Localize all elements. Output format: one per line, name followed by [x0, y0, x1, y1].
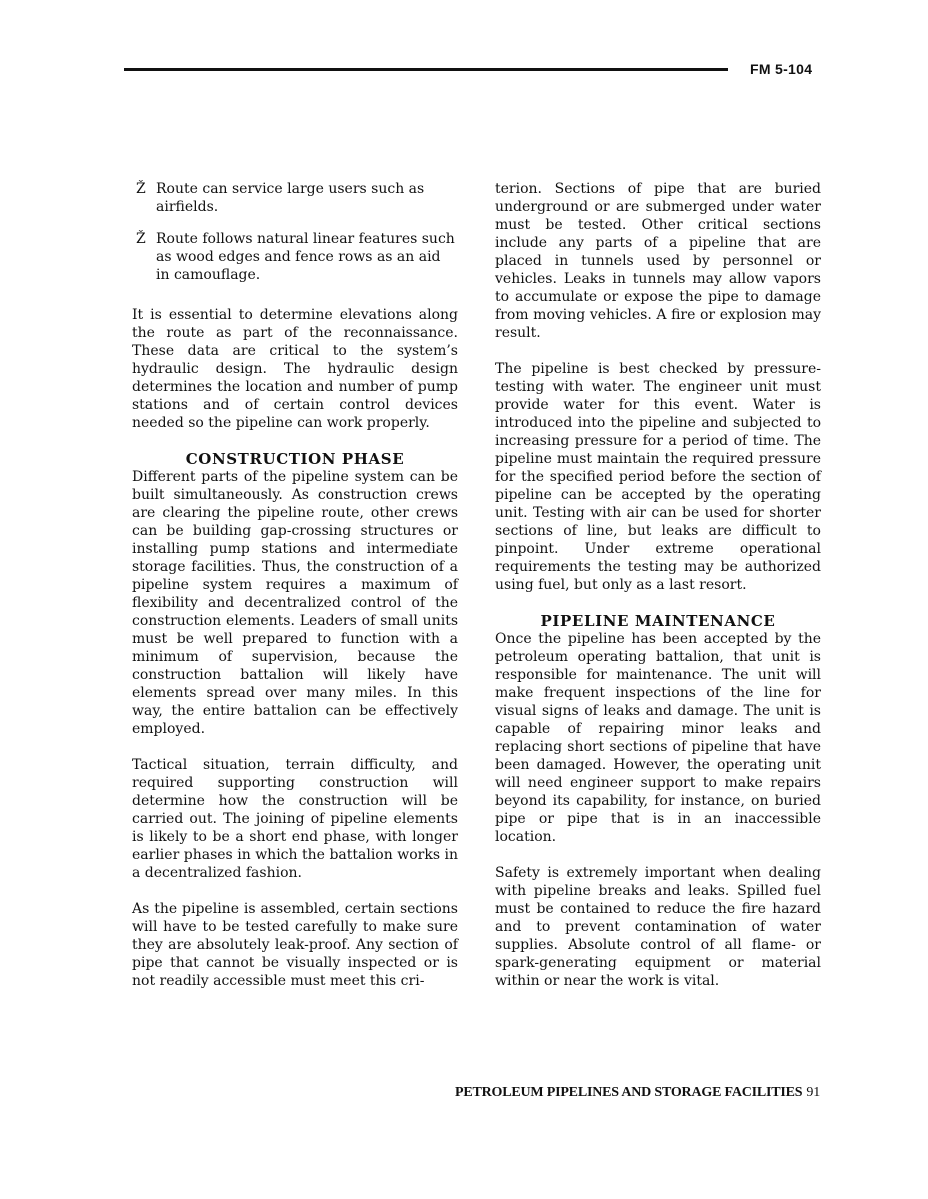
left-column	[132, 180, 458, 1008]
header-rule	[124, 68, 728, 71]
bullet-text: Route follows natural linear features such as wood edges and fence rows as an aid in camouflage.	[156, 231, 455, 283]
right-column	[495, 180, 821, 1008]
section-heading-maintenance: PIPELINE MAINTENANCE	[540, 612, 776, 630]
paragraph-criterion-continued: terion. Sections of pipe that are buried underground or are submerged under water must be tested. Other critical sections include any parts of a pipeline that are placed in tunnels used by personnel or vehicles. Leaks in tunnels may allow vapors to accumulate or expose the pipe to damage from moving vehicles. A fire or explosion may result.	[495, 181, 821, 341]
bullet-mark-icon: Ž	[136, 181, 146, 197]
paragraph-pressure-testing: The pipeline is best checked by pressure-testing with water. The engineer unit must provide water for this event. Water is introduced into the pipeline and subjected to increasing pressure for a period of time. The pipeline must maintain the required pressure for the specified period before the section of pipeline can be accepted by the operating unit. Testing with air can be used for shorter sections of line, but leaks are difficult to pinpoint. Under extreme operational requirements the testing may be authorized using fuel, but only as a last resort.	[495, 361, 821, 593]
paragraph-assembled: As the pipeline is assembled, certain sections will have to be tested carefully to make sure they are absolutely leak-proof. Any section of pipe that cannot be visually inspected or is not readily accessible must meet this cri-	[132, 901, 458, 989]
page-footer	[455, 1085, 820, 1101]
paragraph-construction: Different parts of the pipeline system can be built simultaneously. As construction crews are clearing the pipeline route, other crews can be building gap-crossing structures or installing pump stations and intermediate storage facilities. Thus, the construction of a pipeline system requires a maximum of flexibility and decentralized control of the construction elements. Leaders of small units must be well prepared to function with a minimum of supervision, because the construction battalion will likely have elements spread over many miles. In this way, the entire battalion can be effectively employed.	[132, 469, 458, 737]
section-heading-construction: CONSTRUCTION PHASE	[185, 450, 405, 468]
paragraph-safety: Safety is extremely important when dealing with pipeline breaks and leaks. Spilled fuel must be contained to reduce the fire hazard and to prevent contamination of water supplies. Absolute control of all flame- or spark-generating equipment or material within or near the work is vital.	[495, 865, 821, 989]
bullet-mark-icon: Ž	[136, 231, 146, 247]
bullet-item	[132, 230, 458, 284]
paragraph-elevations: It is essential to determine elevations along the route as part of the reconnaissance. These data are critical to the system’s hydraulic design. The hydraulic design determines the location and number of pump stations and of certain control devices needed so the pipeline can work properly.	[132, 307, 458, 431]
document-id: FM 5-104	[750, 61, 813, 77]
bullet-item	[132, 180, 458, 216]
bullet-text: Route can service large users such as airfields.	[156, 181, 425, 215]
page-number: 91	[806, 1085, 820, 1100]
paragraph-tactical: Tactical situation, terrain difficulty, and required supporting construction will determine how the construction will be carried out. The joining of pipeline elements is likely to be a short end phase, with longer earlier phases in which the battalion works in a decentralized fashion.	[132, 757, 458, 881]
footer-title: PETROLEUM PIPELINES AND STORAGE FACILITIES	[455, 1085, 803, 1100]
paragraph-maintenance: Once the pipeline has been accepted by the petroleum operating battalion, that unit is responsible for maintenance. The unit will make frequent inspections of the line for visual signs of leaks and damage. The unit is capable of repairing minor leaks and replacing short sections of pipeline that have been damaged. However, the operating unit will need engineer support to make repairs beyond its capability, for instance, on buried pipe or pipe that is in an inaccessible location.	[495, 631, 821, 845]
